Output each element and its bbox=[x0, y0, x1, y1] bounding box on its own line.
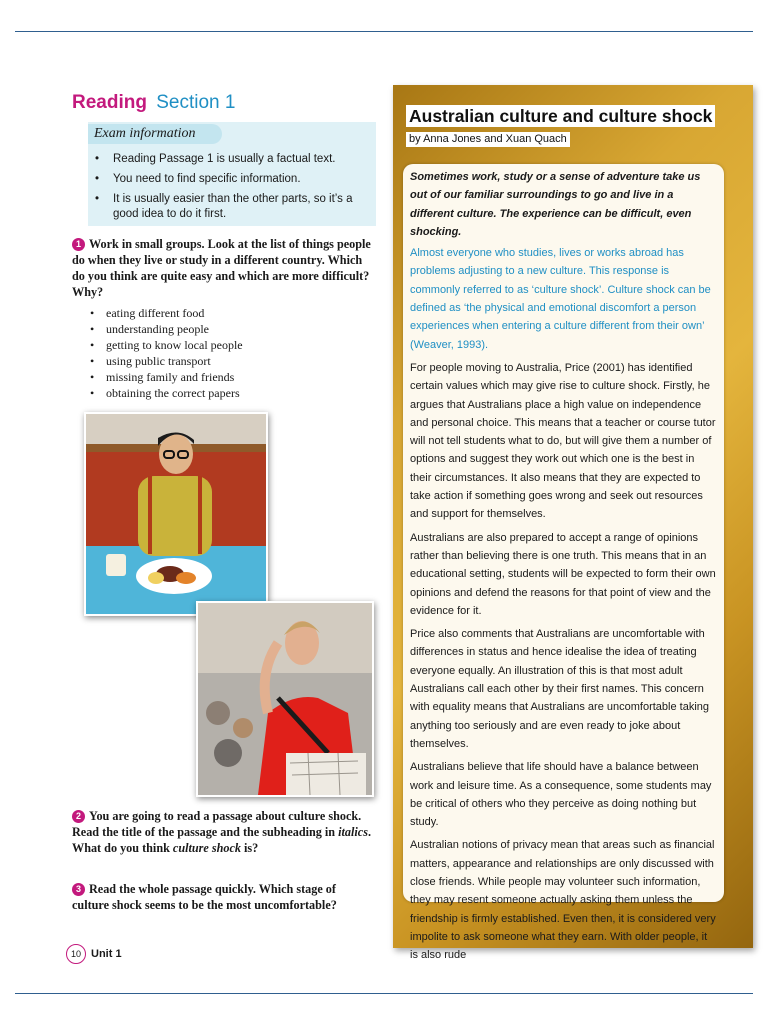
question-2-italic: culture shock bbox=[172, 841, 241, 855]
article-title: Australian culture and culture shock bbox=[406, 105, 715, 127]
heading-section: Section 1 bbox=[156, 92, 236, 113]
page-number: 10 bbox=[66, 944, 86, 964]
article-paragraph: For people moving to Australia, Price (2001) has identified certain values which may give rise to culture shock. Firstly, he argues that Australians place a high value on independence and personal choice. This means that a teacher or course tutor will not tell students what to do, but will give them a number of options and suggest they work out which one is the best in their circumstances. It also means that they are expected to take action if something goes wrong and seek out resources and support for themselves. bbox=[410, 361, 716, 521]
question-2-text: . What do you think bbox=[72, 825, 371, 855]
unit-label: Unit 1 bbox=[91, 947, 122, 960]
question-2 bbox=[72, 808, 372, 856]
question-2-text: You are going to read a passage about culture shock. Read the title of the passage and the subheading in bbox=[72, 809, 362, 839]
article-body bbox=[410, 168, 716, 969]
article-paragraph: Price also comments that Australians are uncomfortable with differences in status and hence idealise the idea of treating everyone equally. An illustration of this is that most adult Australians call each other by their first names. This concern with equality means that Australians are uncomfortable taking anything too seriously and are even ready to joke about themselves. bbox=[410, 628, 709, 750]
activity-item: • getting to know local people bbox=[90, 337, 243, 353]
top-rule bbox=[15, 31, 753, 32]
activity-item: • using public transport bbox=[90, 353, 243, 369]
section-heading bbox=[72, 92, 235, 114]
exam-info-item: • Reading Passage 1 is usually a factual text. bbox=[92, 152, 372, 167]
bottom-rule bbox=[15, 993, 753, 994]
question-1-number: 1 bbox=[72, 238, 85, 251]
exam-info-title: Exam information bbox=[88, 124, 222, 144]
article-paragraph: Australian notions of privacy mean that areas such as financial matters, appearance and relationships are only discussed with close friends. While people may volunteer such information, they may resent someone actually asking them unless the friendship is firmly established. Even then, it is considered very impolite to ask someone what they earn. With older people, it is also rude bbox=[410, 839, 716, 962]
article-intro: Almost everyone who studies, lives or works abroad has problems adjusting to a new culture. This response is commonly referred to as ‘culture shock’. Culture shock can be defined as ‘the physical and emotional discomfort a person experiences when entering a culture different from their own’ (Weaver, 1993). bbox=[410, 247, 711, 351]
photo-man-eating bbox=[84, 412, 268, 616]
question-3-text: Read the whole passage quickly. Which stage of culture shock seems to be the most uncomfortable? bbox=[72, 882, 337, 912]
question-1 bbox=[72, 236, 372, 300]
question-1-text: Work in small groups. Look at the list of things people do when they live or study in a different country. Which do you think are quite easy and which are more difficult? Why? bbox=[72, 237, 371, 299]
question-2-italic: italics bbox=[338, 825, 368, 839]
activity-item: • understanding people bbox=[90, 321, 243, 337]
question-2-number: 2 bbox=[72, 810, 85, 823]
page-footer bbox=[66, 944, 122, 964]
activities-list bbox=[90, 305, 243, 401]
activity-item: • eating different food bbox=[90, 305, 243, 321]
activity-item: • missing family and friends bbox=[90, 369, 243, 385]
question-2-text: is? bbox=[240, 841, 259, 855]
article-paragraph: Australians believe that life should have a balance between work and leisure time. As a consequence, some students may be critical of others who they perceive as doing nothing but study. bbox=[410, 761, 712, 829]
photo-man-with-map bbox=[196, 601, 374, 797]
heading-reading: Reading bbox=[72, 92, 147, 113]
exam-info-item: • You need to find specific information. bbox=[92, 172, 372, 187]
question-3-number: 3 bbox=[72, 883, 85, 896]
question-3 bbox=[72, 881, 372, 913]
article-byline: by Anna Jones and Xuan Quach bbox=[406, 132, 570, 147]
article-paragraph: Australians are also prepared to accept a range of opinions rather than believing there is one truth. This means that in an educational setting, students will be expected to form their own opinions and defend the reasons for that point of view and the evidence for it. bbox=[410, 531, 716, 617]
activity-item: • obtaining the correct papers bbox=[90, 385, 243, 401]
article-lead: Sometimes work, study or a sense of adventure take us out of our familiar surroundings to go and live in a different culture. The experience can be difficult, even shocking. bbox=[410, 171, 701, 238]
exam-info-list bbox=[92, 152, 372, 227]
exam-info-item: • It is usually easier than the other parts, so it’s a good idea to do it first. bbox=[92, 192, 372, 222]
